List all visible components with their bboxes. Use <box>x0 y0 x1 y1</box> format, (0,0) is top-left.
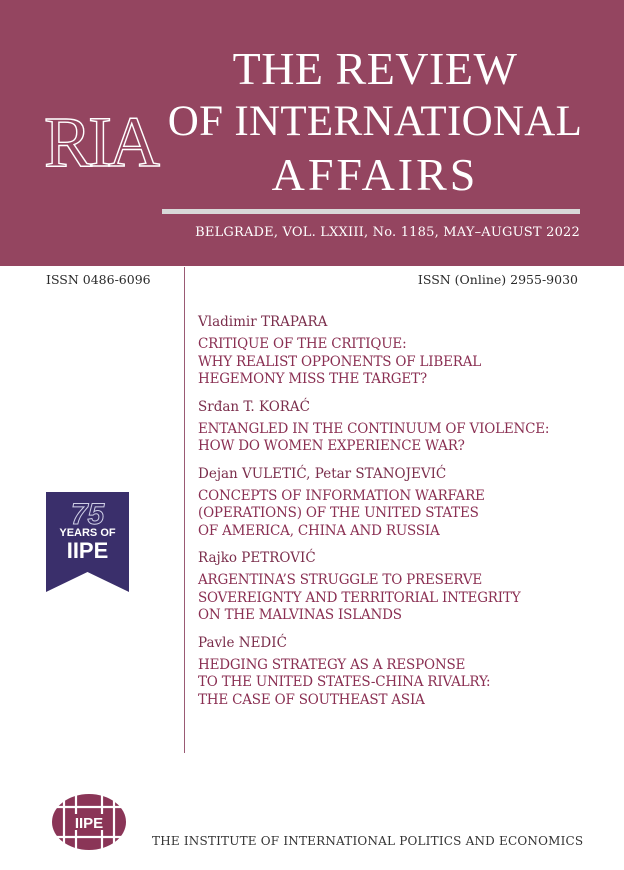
table-of-contents <box>198 313 608 718</box>
article-author: Rajko PETROVIĆ <box>198 550 316 566</box>
toc-entry <box>198 465 608 541</box>
article-title-line: OF AMERICA, CHINA AND RUSSIA <box>198 522 440 539</box>
toc-entry <box>198 313 608 389</box>
issn-print: ISSN 0486-6096 <box>46 272 151 287</box>
header-banner <box>0 0 624 266</box>
article-author: Dejan VULETIĆ, Petar STANOJEVIĆ <box>198 465 447 482</box>
badge-line1: YEARS OF <box>59 527 116 539</box>
article-title-line: HEGEMONY MISS THE TARGET? <box>198 371 427 387</box>
journal-title-line2: OF INTERNATIONAL <box>167 98 583 145</box>
column-divider <box>184 267 185 753</box>
badge-line2: IIPE <box>66 538 109 563</box>
article-title-line: HEDGING STRATEGY AS A RESPONSE <box>198 656 466 673</box>
article-title-line: CONCEPTS OF INFORMATION WARFARE <box>198 487 485 504</box>
article-author: Vladimir TRAPARA <box>198 314 328 330</box>
volume-info: BELGRADE, VOL. LXXIII, No. 1185, MAY–AUGUST 2022 <box>195 225 580 240</box>
journal-title-line1: THE REVIEW <box>232 43 518 94</box>
article-title-line: ON THE MALVINAS ISLANDS <box>198 607 402 623</box>
article-title-line: CRITIQUE OF THE CRITIQUE: <box>198 336 407 352</box>
article-title-line: ARGENTINA’S STRUGGLE TO PRESERVE <box>198 572 483 588</box>
title-divider <box>162 209 580 214</box>
article-title-line: WHY REALIST OPPONENTS OF LIBERAL <box>198 353 482 370</box>
article-author: Srđan T. KORAĆ <box>198 398 311 415</box>
toc-entry <box>198 634 608 710</box>
issn-online: ISSN (Online) 2955-9030 <box>417 272 578 287</box>
article-title-line: (OPERATIONS) OF THE UNITED STATES <box>198 505 479 521</box>
iipe-logo-text: IIPE <box>74 815 104 832</box>
article-author: Pavle NEDIĆ <box>198 634 287 651</box>
iipe-globe-logo <box>51 793 127 851</box>
badge-number: 75 <box>70 498 105 531</box>
toc-entry <box>198 398 608 456</box>
ria-logo-text: RIA <box>44 102 156 182</box>
article-title-line: TO THE UNITED STATES-CHINA RIVALRY: <box>198 674 491 690</box>
article-title-line: HOW DO WOMEN EXPERIENCE WAR? <box>198 438 465 454</box>
journal-title-line3: AFFAIRS <box>271 149 479 200</box>
article-title-line: ENTANGLED IN THE CONTINUUM OF VIOLENCE: <box>198 420 550 437</box>
toc-entry <box>198 549 608 625</box>
article-title-line: THE CASE OF SOUTHEAST ASIA <box>198 691 425 708</box>
institute-name: THE INSTITUTE OF INTERNATIONAL POLITICS AND ECONOMICS <box>152 834 584 848</box>
article-title-line: SOVEREIGNTY AND TERRITORIAL INTEGRITY <box>198 589 521 606</box>
ria-logo <box>40 72 164 182</box>
75-years-badge <box>46 492 129 592</box>
